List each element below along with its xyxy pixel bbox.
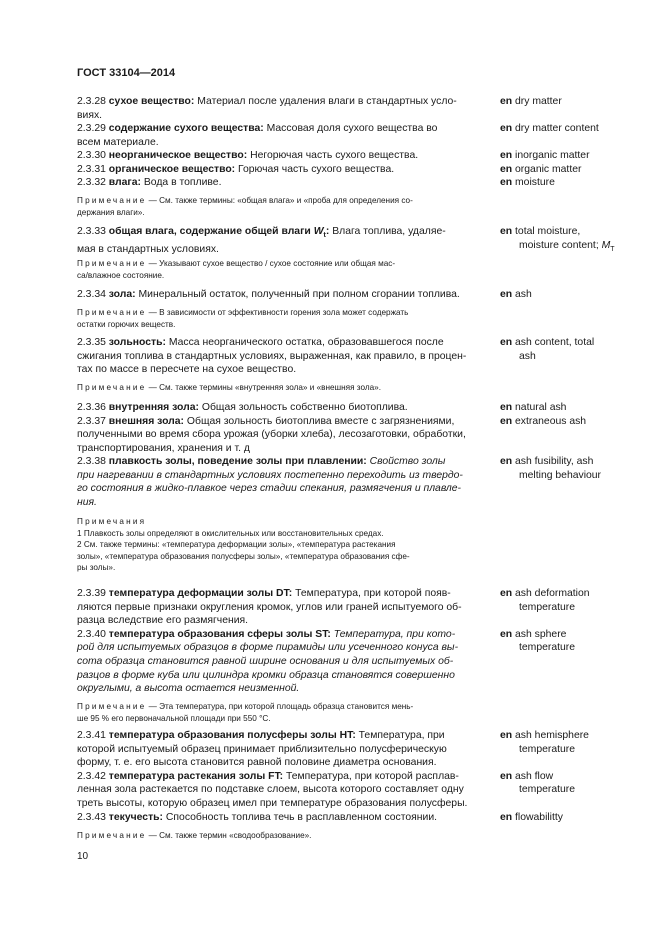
term-2-3-40: 2.3.40 температура образования сферы золы ST: Температура, при кото- рой для испытуемых образцов в форме пирамиды или усеченного конуса вы- сота образца становится равной ширине основания и для испытуемых об- разцов в форме куба или цилиндра кромки образца становятся совершенно округлыми, а высота остается неизменной.	[77, 628, 459, 695]
note-2: Примечание — Указывают сухое вещество / сухое состояние или общая мас- са/влажное состояние.	[77, 259, 396, 280]
page-number: 10	[77, 851, 89, 862]
note-4: Примечание — См. также термины «внутренняя зола» и «внешняя зола».	[77, 383, 381, 392]
term-2-3-39: 2.3.39 температура деформации золы DT: Температура, при которой появ- ляются первые признаки округления кромок, углов или граней испытуемого об- разца вследствие его размягчения.	[77, 588, 462, 627]
en-equivalent-2-3-31: en organic matter	[500, 163, 582, 175]
en-equivalent-2-3-30: en inorganic matter	[500, 150, 590, 161]
term-2-3-35: 2.3.35 зольность: Масса неорганического остатка, образовавшегося после сжигания топлива в стандартных условиях, выраженная, как правило, в процен- тах по массе в пересчете на сухое вещество.	[77, 337, 467, 376]
en-equivalent-2-3-34: en ash	[500, 289, 532, 300]
en-equivalent-2-3-32: en moisture	[500, 177, 555, 189]
en-equivalent-2-3-37: en extraneous ash	[500, 415, 587, 427]
term-definition: Материал после удаления влаги в стандартных усло-	[197, 96, 457, 107]
en-equivalent-2-3-35: en ash content, total ash	[500, 337, 595, 362]
term-2-3-33: 2.3.33 общая влага, содержание общей влаги $W_t$: Влага топлива, удаляе- мая в стандартных условиях.	[77, 226, 446, 255]
term-2-3-38: 2.3.38 плавкость золы, поведение золы при плавлении: Свойство золы при нагревании в стандартных условиях постепенно переходить из твердо- го состояния в жидко-плавкое через стадии спекания, размягчения и плавле- ния.	[77, 456, 463, 508]
en-equivalent-2-3-40: en ash sphere temperature	[500, 628, 576, 654]
en-equivalent-2-3-41: en ash hemisphere temperature	[500, 730, 589, 755]
en-equivalent-2-3-38: en ash fusibility, ash melting behaviour	[500, 456, 602, 481]
document-header: ГОСТ 33104—2014	[77, 67, 176, 79]
term-2-3-31: 2.3.31 органическое вещество: Горючая часть сухого вещества.	[77, 163, 395, 175]
term-2-3-37: 2.3.37 внешняя зола: Общая зольность биотоплива вместе с загрязнениями, полученными во время сбора урожая (уборки хлеба), лесозаготовки, обработки, транспортирования, хранения и т. д	[77, 415, 466, 454]
term-2-3-36: 2.3.36 внутренняя зола: Общая зольность собственно биотоплива.	[77, 402, 408, 413]
term-2-3-43: 2.3.43 текучесть: Способность топлива течь в расплавленном состоянии.	[77, 811, 438, 823]
note-label: Примечание	[77, 196, 147, 205]
term-2-3-28	[77, 95, 488, 122]
term-2-3-32: 2.3.32 влага: Вода в топливе.	[77, 177, 222, 189]
term-2-3-34: 2.3.34 зола: Минеральный остаток, полученный при полном сгорании топлива.	[77, 289, 460, 300]
en-equivalent-2-3-39: en ash deformation temperature	[500, 588, 590, 613]
term-2-3-30: 2.3.30 неорганическое вещество: Негорючая часть сухого вещества.	[77, 150, 419, 161]
note-6: Примечание — Эта температура, при которой площадь образца становится мень- ше 95 % его первоначальной площади при 550 °С.	[77, 702, 414, 723]
en-equivalent-2-3-43: en flowabilitty	[500, 811, 563, 823]
term-2-3-41: 2.3.41 температура образования полусферы золы HT: Температура, при которой испытуемый образец принимает приблизительно полусферическую форму, т. е. его высота становится равной половине диаметра основания.	[77, 730, 447, 769]
en-equivalent-2-3-29: en dry matter content	[500, 123, 599, 134]
note-7: Примечание — См. также термин «сводообразование».	[77, 831, 312, 840]
note-3: Примечание — В зависимости от эффективности горения зола может содержать остатки горючих веществ.	[77, 308, 409, 329]
note-1: Примечание — См. также термины: «общая влага» и «проба для определения со- держания влаги».	[77, 196, 413, 217]
en-equivalent-2-3-36: en natural ash	[500, 402, 567, 413]
note-5: Примечания 1 Плавкость золы определяют в окислительных или восстановительных средах. 2 См. также термины: «температура деформации золы», «температура растекания золы», «температура образования полусферы золы», «температура образования сфе- ры золы».	[77, 517, 410, 572]
term-2-3-29: 2.3.29 содержание сухого вещества: Массовая доля сухого вещества во всем материале.	[77, 123, 438, 148]
term-definition-cont: виях.	[77, 109, 103, 121]
term-2-3-42: 2.3.42 температура растекания золы FT: Температура, при которой расплав- ленная зола растекается по подставке слоем, высота которого составляет одну треть высоты, которую образец имел при температуре образования полусферы.	[77, 770, 468, 809]
en-equivalent-2-3-28: en dry matter	[500, 96, 562, 107]
en-equivalent-2-3-42: en ash flow temperature	[500, 770, 576, 796]
term-number: 2.3.28	[77, 96, 106, 107]
en-equivalent-2-3-33: en total moisture, moisture content; $M_T$	[500, 226, 615, 253]
term-name: сухое вещество:	[108, 96, 195, 107]
